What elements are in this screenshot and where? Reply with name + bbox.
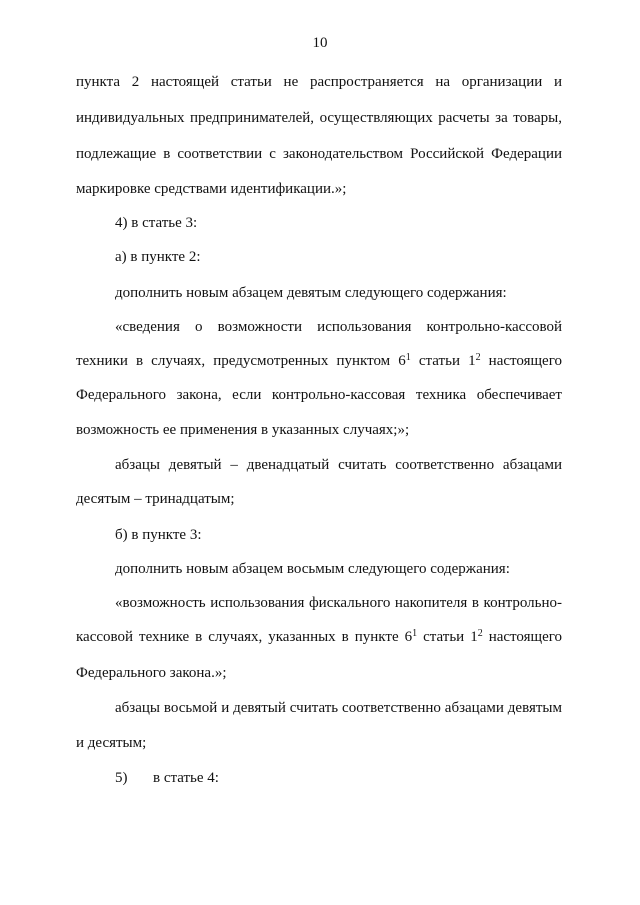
page-number: 10 (312, 35, 328, 51)
text-line: пункта 2 настоящей статьи не распространяется на организации и (76, 74, 562, 90)
superscript: 2 (475, 352, 481, 363)
text-line-with-superscripts (76, 628, 562, 646)
text-fragment: настоящего (480, 353, 562, 369)
text-line: Федерального закона.»; (76, 665, 227, 681)
text-fragment: статьи 1 (410, 353, 476, 369)
sub-item-heading: б) в пункте 3: (115, 527, 202, 543)
item-number: 5) (115, 770, 128, 786)
text-line: дополнить новым абзацем девятым следующего содержания: (115, 285, 507, 301)
text-fragment: настоящего (482, 629, 562, 645)
text-line: подлежащие в соответствии с законодательством Российской Федерации (76, 146, 562, 162)
text-fragment: кассовой технике в случаях, указанных в пункте 6 (76, 629, 413, 645)
quoted-text-line: «сведения о возможности использования контрольно-кассовой (115, 319, 562, 335)
text-line: маркировке средствами идентификации.»; (76, 181, 347, 197)
text-line: дополнить новым абзацем восьмым следующего содержания: (115, 561, 510, 577)
superscript: 1 (405, 352, 411, 363)
text-line-with-superscripts (76, 352, 562, 370)
text-line: абзацы восьмой и девятый считать соответственно абзацами девятым (115, 700, 562, 716)
superscript: 1 (412, 628, 418, 639)
text-line: десятым – тринадцатым; (76, 491, 235, 507)
list-item-heading: 4) в статье 3: (115, 215, 198, 231)
item-text: в статье 4: (153, 770, 219, 786)
text-line: индивидуальных предпринимателей, осуществляющих расчеты за товары, (76, 110, 562, 126)
text-line: абзацы девятый – двенадцатый считать соответственно абзацами (115, 457, 562, 473)
text-fragment: статьи 1 (417, 629, 478, 645)
text-line: Федерального закона, если контрольно-кассовая техника обеспечивает (76, 387, 562, 403)
text-line: и десятым; (76, 735, 147, 751)
superscript: 2 (477, 628, 483, 639)
quoted-text-line: «возможность использования фискального накопителя в контрольно- (115, 595, 562, 611)
text-fragment: техники в случаях, предусмотренных пунктом 6 (76, 353, 406, 369)
sub-item-heading: а) в пункте 2: (115, 249, 201, 265)
text-line: возможность ее применения в указанных случаях;»; (76, 422, 410, 438)
